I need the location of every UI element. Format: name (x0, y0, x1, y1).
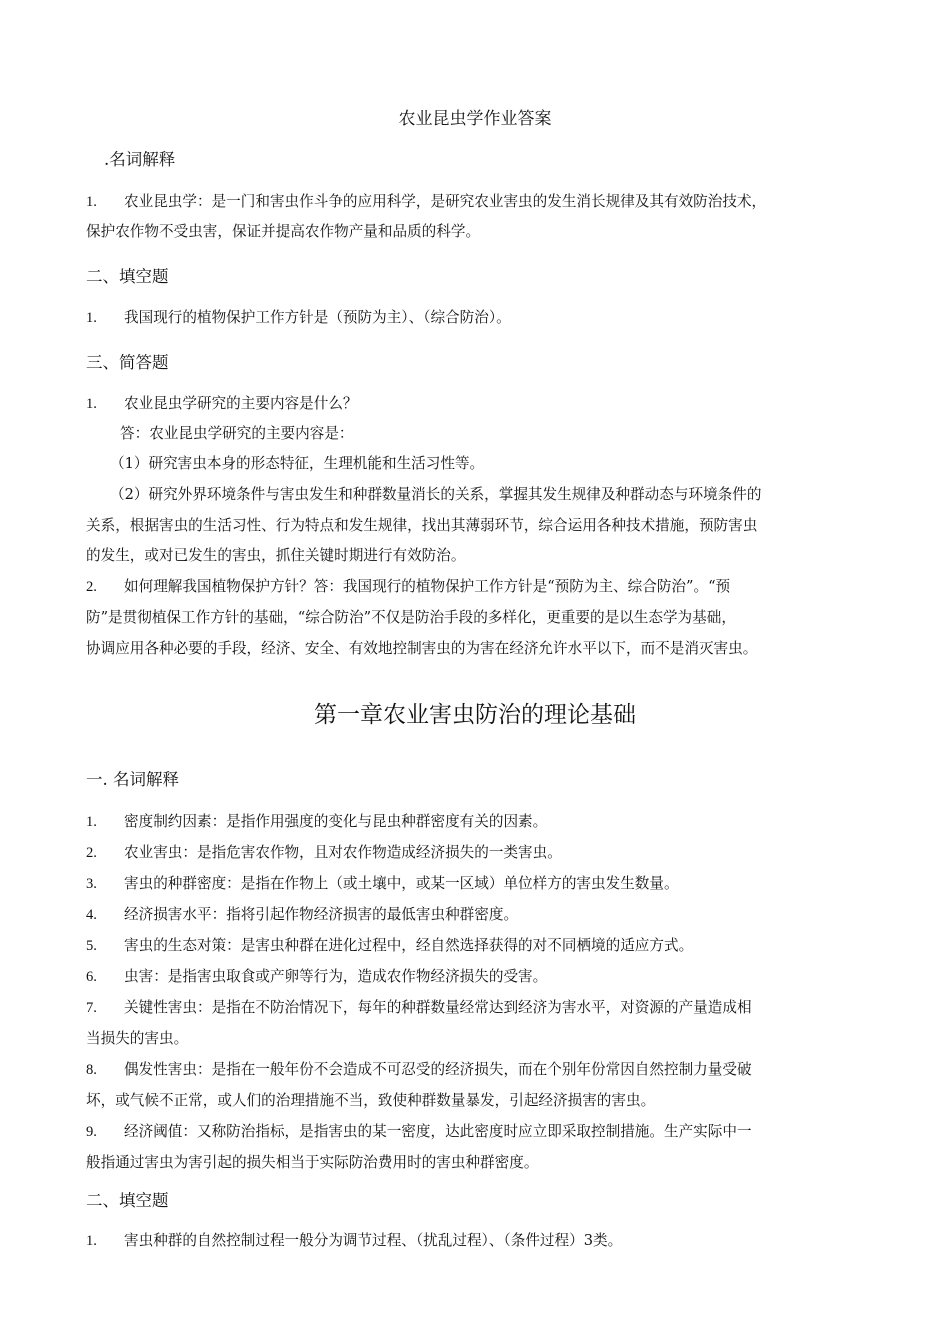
question-text: 如何理解我国植物保护方针？答：我国现行的植物保护工作方针是“预防为主、综合防治”。“预 (124, 578, 731, 595)
term-text: 农业害虫：是指危害农作物，且对农作物造成经济损失的一类害虫。 (124, 844, 562, 861)
term-text: 密度制约因素：是指作用强度的变化与昆虫种群密度有关的因素。 (124, 813, 548, 830)
term-line-cont: 般指通过害虫为害引起的损失相当于实际防治费用时的害虫种群密度。 (86, 1154, 539, 1171)
item-number: 4. (86, 907, 97, 923)
question-text: 农业昆虫学研究的主要内容是什么？ (124, 395, 358, 412)
term-line (86, 872, 876, 893)
term-line-cont: 当损失的害虫。 (86, 1030, 189, 1047)
answer-line: 的发生，或对已发生的害虫，抓住关键时期进行有效防治。 (86, 547, 466, 564)
fill-text: 我国现行的植物保护工作方针是（预防为主）、（综合防治）。 (124, 309, 511, 326)
term-text: 经济阈值：又称防治指标，是指害虫的某一密度，达此密度时应立即采取控制措施。生产实际中一 (124, 1123, 752, 1140)
item-number: 1. (86, 814, 97, 830)
item-number: 6. (86, 969, 97, 985)
term-line (86, 965, 876, 986)
item-number: 8. (86, 1062, 97, 1078)
item-number: 1. (86, 194, 97, 210)
item-number: 9. (86, 1124, 97, 1140)
term-line (86, 1058, 876, 1079)
term-line (86, 810, 876, 831)
term-text: 偶发性害虫：是指在一般年份不会造成不可忍受的经济损失，而在个别年份常因自然控制力量受破 (124, 1061, 752, 1078)
term-line (86, 1120, 876, 1141)
question-line (86, 575, 876, 596)
term-text: 经济损害水平：指将引起作物经济损害的最低害虫种群密度。 (124, 906, 519, 923)
answer-line: 答：农业昆虫学研究的主要内容是： (120, 425, 354, 442)
item-number: 5. (86, 938, 97, 954)
section-heading-fill: 二、填空题 (86, 1191, 169, 1210)
answer-line: 协调应用各种必要的手段，经济、安全、有效地控制害虫的为害在经济允许水平以下，而不是消灭害虫。 (86, 640, 758, 657)
definition-line (86, 190, 876, 211)
question-line (86, 392, 876, 413)
term-text: 害虫的种群密度：是指在作物上（或土壤中，或某一区域）单位样方的害虫发生数量。 (124, 875, 679, 892)
definition-line-cont: 保护农作物不受虫害，保证并提高农作物产量和品质的科学。 (86, 223, 481, 240)
fill-line (86, 1229, 876, 1250)
section-heading-definitions: .名词解释 (104, 150, 176, 169)
fill-line (86, 306, 876, 327)
item-number: 1. (86, 396, 97, 412)
term-line (86, 903, 876, 924)
item-number: 1. (86, 1233, 97, 1249)
section-heading-fill: 二、填空题 (86, 267, 169, 286)
fill-text: 害虫种群的自然控制过程一般分为调节过程、（扰乱过程）、（条件过程）3类。 (124, 1232, 623, 1249)
definition-text: 农业昆虫学：是一门和害虫作斗争的应用科学，是研究农业害虫的发生消长规律及其有效防治技术， (124, 193, 767, 210)
item-number: 3. (86, 876, 97, 892)
answer-line: 防”是贯彻植保工作方针的基础，“综合防治”不仅是防治手段的多样化，更重要的是以生态学为基础， (86, 609, 736, 626)
term-text: 关键性害虫：是指在不防治情况下，每年的种群数量经常达到经济为害水平，对资源的产量造成相 (124, 999, 752, 1016)
term-line (86, 934, 876, 955)
term-text: 害虫的生态对策：是害虫种群在进化过程中，经自然选择获得的对不同栖境的适应方式。 (124, 937, 694, 954)
item-number: 1. (86, 310, 97, 326)
answer-line: 关系，根据害虫的生活习性、行为特点和发生规律，找出其薄弱环节，综合运用各种技术措施，预防害虫 (86, 517, 758, 534)
term-line-cont: 坏，或气候不正常，或人们的治理措施不当，致使种群数量暴发，引起经济损害的害虫。 (86, 1092, 656, 1109)
section-heading-definitions: 一. 名词解释 (86, 770, 179, 789)
answer-line: （2）研究外界环境条件与害虫发生和种群数量消长的关系，掌握其发生规律及种群动态与环境条件的 (110, 486, 762, 503)
chapter-title: 第一章农业害虫防治的理论基础 (314, 702, 636, 728)
document-title: 农业昆虫学作业答案 (398, 109, 552, 129)
item-number: 2. (86, 579, 97, 595)
term-line (86, 841, 876, 862)
item-number: 2. (86, 845, 97, 861)
term-text: 虫害：是指害虫取食或产卵等行为，造成农作物经济损失的受害。 (124, 968, 548, 985)
item-number: 7. (86, 1000, 97, 1016)
answer-line: （1）研究害虫本身的形态特征，生理机能和生活习性等。 (110, 455, 485, 472)
section-heading-short-answer: 三、简答题 (86, 353, 169, 372)
term-line (86, 996, 876, 1017)
